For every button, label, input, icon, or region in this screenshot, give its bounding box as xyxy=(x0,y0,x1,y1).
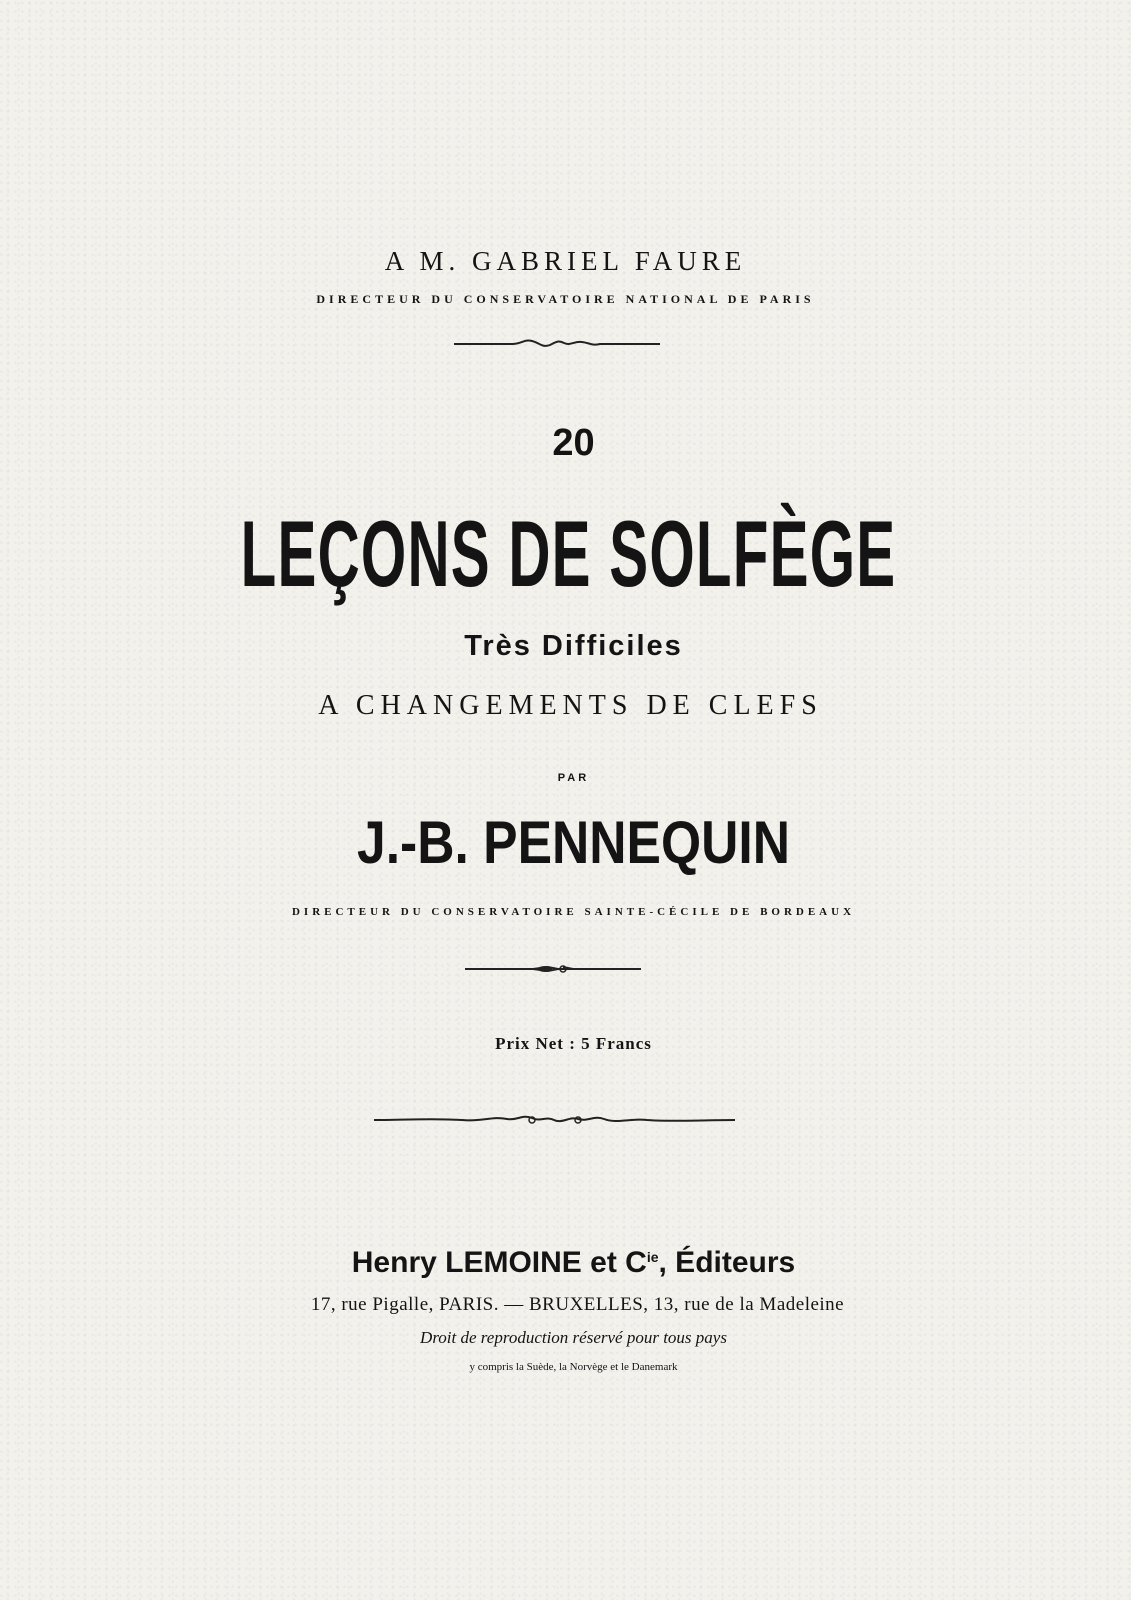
publisher-name-sup: ie xyxy=(646,1249,659,1265)
ornament-divider-top xyxy=(452,336,662,352)
by-label: PAR xyxy=(557,772,590,784)
publisher-name-prefix: Henry LEMOINE et C xyxy=(351,1246,647,1279)
dedication-line: A M. GABRIEL FAURE xyxy=(384,246,747,276)
main-title: LEÇONS DE SOLFÈGE xyxy=(240,501,897,606)
publisher-address: 17, rue Pigalle, PARIS. — BRUXELLES, 13, rue de la Madeleine xyxy=(310,1294,845,1315)
rights-notice-sub: y compris la Suède, la Norvège et le Danemark xyxy=(469,1361,678,1373)
ornament-divider-bottom xyxy=(372,1110,737,1130)
rights-notice: Droit de reproduction réservé pour tous pays xyxy=(420,1328,727,1347)
lesson-count: 20 xyxy=(552,422,595,464)
subtitle-difficulty: Très Difficiles xyxy=(464,630,683,662)
publisher-name-suffix: , Éditeurs xyxy=(658,1246,796,1279)
author-name: J.-B. PENNEQUIN xyxy=(357,809,790,876)
subtitle-clefs: A CHANGEMENTS DE CLEFS xyxy=(318,690,823,721)
author-position: DIRECTEUR DU CONSERVATOIRE SAINTE-CÉCILE DE BORDEAUX xyxy=(291,906,856,918)
ornament-divider-middle xyxy=(463,962,643,976)
dedication-subtitle: DIRECTEUR DU CONSERVATOIRE NATIONAL DE PARIS xyxy=(316,292,815,306)
publisher-name xyxy=(8,1246,1131,1280)
price-label: Prix Net : 5 Francs xyxy=(495,1034,652,1053)
